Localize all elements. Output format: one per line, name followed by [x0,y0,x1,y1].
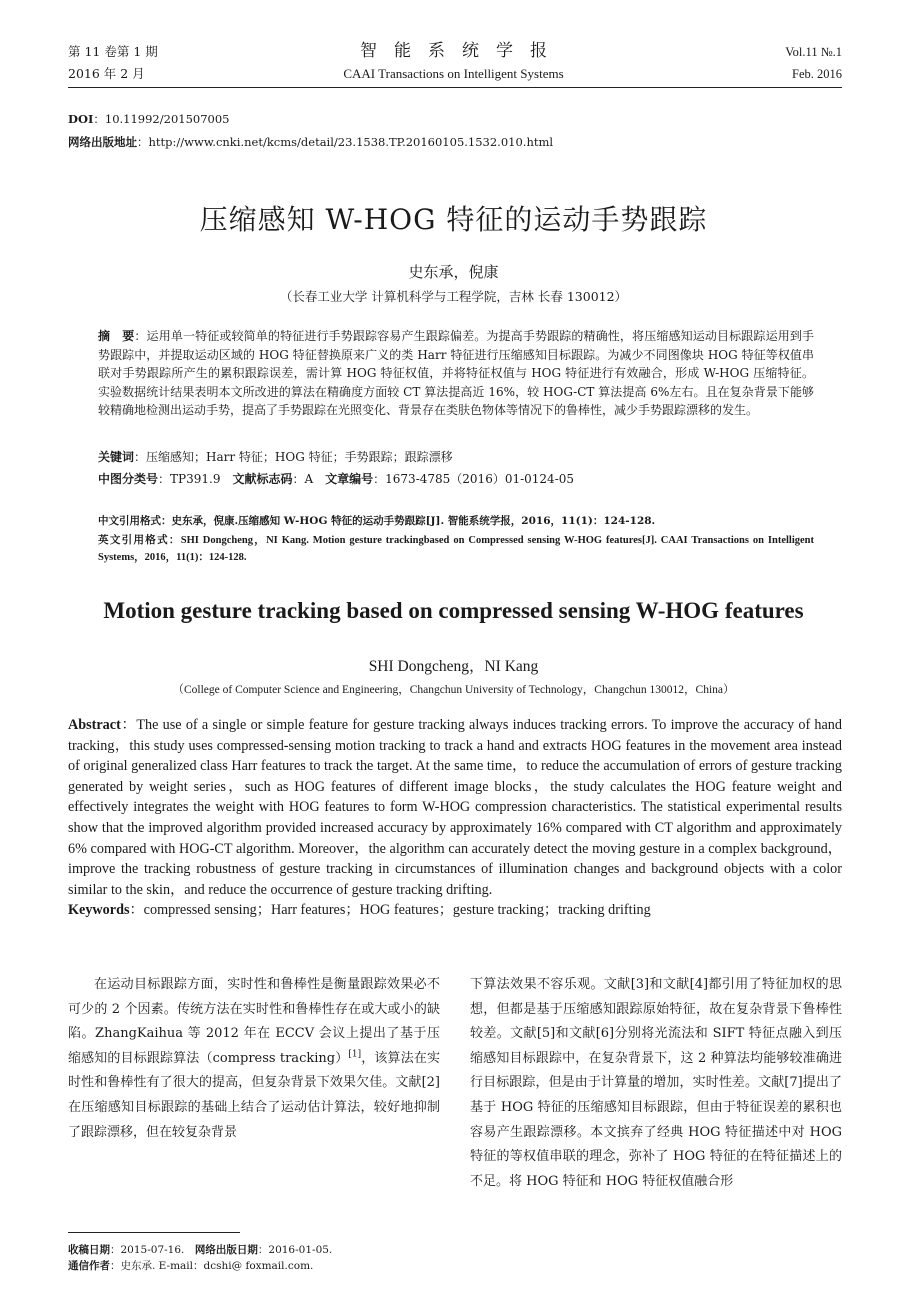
clc-value: ：TP391.9 [158,472,233,486]
authors-cn: 史东承，倪康 [408,263,499,281]
body-left-text-a: 在运动目标跟踪方面，实时性和鲁棒性是衡量跟踪效果必不可少的 2 个因素。传统方法在实时性和鲁棒性存在或大或小的缺陷。ZhangKaihua 等 2012 年在 ECCV 会议上提出了基于压缩感知的目标跟踪算法（compress tracking） [68,977,440,1066]
author-value: ：史东承. E-mail：dcshi@ foxmail.com. [110,1260,314,1272]
url-label: 网络出版地址 [68,135,137,149]
url-value[interactable]: ：http://www.cnki.net/kcms/detail/23.1538.TP.20160105.1532.010.html [137,135,554,149]
header-date-cn: 2016 年 2 月 [68,66,145,81]
online-value: ：2016-01-05. [257,1244,333,1256]
body-paragraph-left [68,973,440,1145]
keywords-en-text: ：compressed sensing；Harr features；HOG features；gesture tracking；tracking drifting [129,902,651,919]
abstract-en-text: ：The use of a single or simple feature for gesture tracking always induces tracking errors. To improve the accuracy of hand tracking，this study uses compressed-sensing motion tracking to track a hand and extracts HOG features in the movement area instead of original generalized class Harr features to track the target. At the same time，to reduce the accumulation of errors of gesture tracking generated by weight series，such as HOG features of different image blocks，the study calculates the HOG feature weight and effectively integrates the weight with HOG features to form W-HOG compression characteristics. The statistical experimental results show that the improved algorithm provided increased accuracy by approximately 16% compared with CT algorithm and approximately 6% compared with HOG-CT algorithm. Moreover，the algorithm can accurately detect the moving gesture in a complex background，improve the tracking robustness of gesture tracking in circumstances of illumination changes and background objects with a color similar to the skin，and reduce the occurrence of gesture tracking drifting. [68,717,842,898]
url-line [68,134,553,151]
citation-en [98,532,814,566]
doi-value[interactable]: ：10.11992/201507005 [93,112,230,126]
keywords-cn-label: 关键词 [98,450,135,464]
abstract-cn-label: 摘 要 [98,329,135,343]
citation-en-text: ：SHI Dongcheng，NI Kang. Motion gesture trackingbased on Compressed sensing W-HOG features[J]. CAAI Transactions on Intelligent Systems，2016，11(1)：124-128. [98,535,814,563]
abstract-en-label: Abstract [68,717,121,733]
received-value: ：2015-07-16. [110,1244,195,1256]
body-left-text-b: ，该算法在实时性和鲁棒性有了很大的提高，但复杂背景下效果欠佳。文献[2]在压缩感知目标跟踪的基础上结合了运动估计算法，较好地抑制了跟踪漂移，但在较复杂背景 [68,1050,440,1140]
doi-label: DOI [68,112,94,126]
received-label: 收稿日期 [68,1244,110,1256]
header-volume-cn: 第 11 卷第 1 期 [68,44,158,59]
online-label: 网络出版日期 [194,1244,258,1256]
citation-cn-text: ：史东承，倪康.压缩感知 W-HOG 特征的运动手势跟踪[J]. 智能系统学报，2016，11(1)：124-128. [161,515,656,527]
art-label: 文章编号 [325,472,374,486]
title-cn: 压缩感知 W-HOG 特征的运动手势跟踪 [199,203,708,236]
affiliation-cn: （长春工业大学 计算机科学与工程学院，吉林 长春 130012） [279,289,628,304]
header-volume-en: Vol.11 №.1 [785,45,842,59]
keywords-en-label: Keywords [68,902,130,919]
header-rule [68,87,842,88]
keywords-en [68,900,842,921]
doc-label: 文献标志码 [232,472,293,486]
body-right-column [470,973,842,1194]
authors-en: SHI Dongcheng，NI Kang [368,658,539,675]
footnote-author [68,1258,440,1274]
citation-cn [98,513,814,530]
citation-block [98,513,814,566]
doi-line [68,111,229,128]
body-paragraph-right: 下算法效果不容乐观。文献[3]和文献[4]都引用了特征加权的思想，但都是基于压缩感知跟踪原始特征，故在复杂背景下鲁棒性较差。文献[5]和文献[6]分别将光流法和 SIFT 特征点融入到压缩感知目标跟踪中，在复杂背景下，这 2 种算法均能够较准确进行目标跟踪，但是由于计算量的增加，实时性差。文献[7]提出了基于 HOG 特征的压缩感知目标跟踪，但由于特征误差的累积也容易产生跟踪漂移。本文摈弃了经典 HOG 特征描述中对 HOG 特征的等权值串联的理念，弥补了 HOG 特征的在特征描述上的不足。将 HOG 特征和 HOG 特征权值融合形 [470,977,842,1189]
author-label: 通信作者 [68,1260,110,1272]
footnote [68,1242,440,1274]
footnote-rule [68,1232,240,1233]
citation-cn-label: 中文引用格式 [98,515,161,527]
citation-en-label: 英文引用格式 [98,534,169,546]
keywords-cn-text: ：压缩感知；Harr 特征；HOG 特征；手势跟踪；跟踪漂移 [134,450,453,464]
abstract-en [68,715,842,921]
classification-line [98,470,814,489]
abstract-cn-text: ：运用单一特征或较简单的特征进行手势跟踪容易产生跟踪偏差。为提高手势跟踪的精确性，将压缩感知运动目标跟踪运用到手势跟踪中，并提取运动区域的 HOG 特征替换原来广义的类 Harr 特征进行压缩感知目标跟踪。为减少不同图像块 HOG 特征等权值串联对手势跟踪所产生的累积跟踪误差，需计算 HOG 特征权值，并将特征权值与 HOG 特征进行有效融合，形成 W-HOG 压缩特征。实验数据统计结果表明本文所改进的算法在精确度方面较 CT 算法提高近 16%，较 HOG-CT 算法提高 6%左右。且在复杂背景下能够较精确地检测出运动手势，提高了手势跟踪在光照变化、背景存在类肤色物体等情况下的鲁棒性，减少手势跟踪漂移的发生。 [98,329,814,418]
title-en: Motion gesture tracking based on compressed sensing W-HOG features [103,598,804,623]
header-journal-cn: 智 能 系 统 学 报 [360,41,547,61]
clc-label: 中图分类号 [98,472,159,486]
header-date-en: Feb. 2016 [792,67,842,81]
reference-1[interactable]: [1] [348,1049,362,1060]
header-journal-en: CAAI Transactions on Intelligent Systems [343,66,564,81]
footnote-dates [68,1242,440,1258]
abstract-cn [98,327,814,420]
doc-value: ：A [292,472,326,486]
art-value: ：1673-4785（2016）01-0124-05 [373,472,575,486]
body-left-column [68,973,440,1145]
affiliation-en: （College of Computer Science and Engineering，Changchun University of Technology，Changchun 130012，China） [172,684,735,696]
keywords-cn [98,448,814,467]
